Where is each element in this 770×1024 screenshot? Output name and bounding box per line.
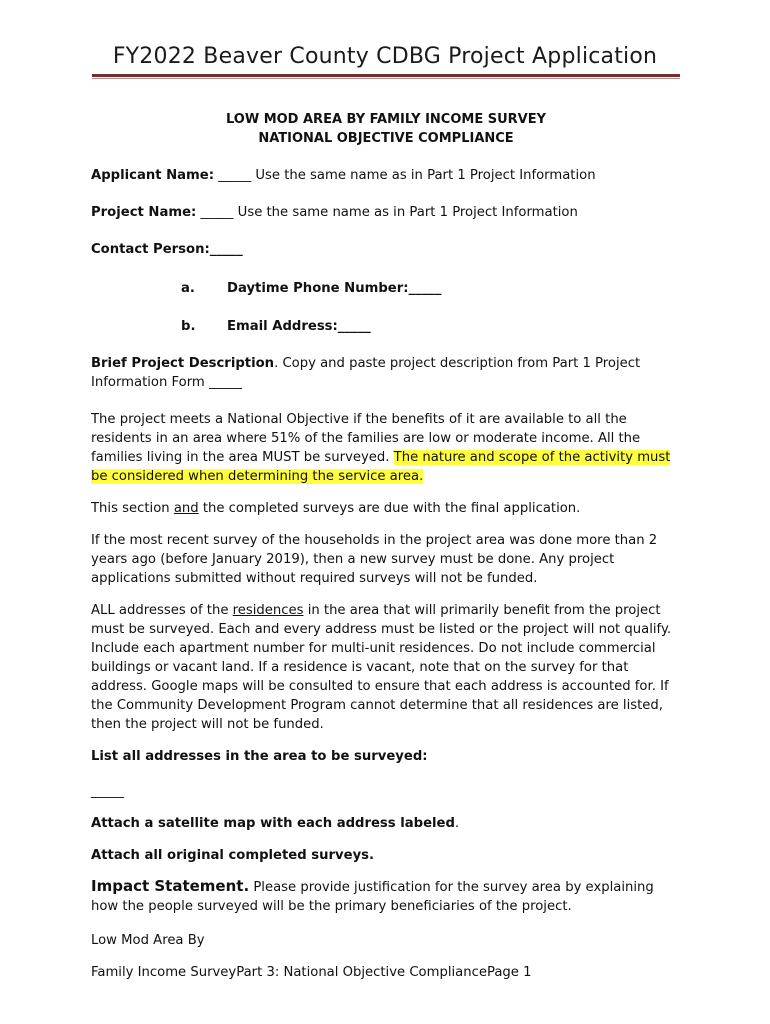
email-letter: b. <box>181 319 196 334</box>
residences-underline: residences <box>232 603 304 618</box>
footer-line-1: Low Mod Area By <box>91 933 205 948</box>
contact-person-line <box>91 240 681 259</box>
project-name-line <box>91 203 681 222</box>
header-rule-thin <box>92 78 680 79</box>
phone-field[interactable]: Daytime Phone Number:_____ <box>227 281 442 296</box>
document-body <box>91 110 681 982</box>
heading-line-2: NATIONAL OBJECTIVE COMPLIANCE <box>258 131 514 146</box>
applicant-name-note: Use the same name as in Part 1 Project Information <box>251 168 596 183</box>
list-addresses-instruction <box>91 747 681 766</box>
heading-line-1: LOW MOD AREA BY FAMILY INCOME SURVEY <box>225 112 547 127</box>
objective-text: The project meets a National Objective if the benefits of it are available to all the residents in an area where 51% of the families are low or moderate income. All the families living in the area MUST be surveyed. <box>91 412 641 465</box>
footer-line-2: Family Income SurveyPart 3: National Objective CompliancePage 1 <box>91 965 532 980</box>
email-row <box>91 317 681 336</box>
contact-person-label: Contact Person: <box>91 242 210 257</box>
project-name-note: Use the same name as in Part 1 Project Information <box>233 205 578 220</box>
due-underline: and <box>173 501 199 516</box>
applicant-name-blank[interactable]: _____ <box>214 168 252 183</box>
addresses-paragraph <box>91 601 681 734</box>
brief-description-text: . Copy and paste project description from Part 1 Project Information Form _____ <box>91 356 641 390</box>
header-rule <box>92 74 680 77</box>
due-text-pre: This section <box>91 501 174 516</box>
attach-map-label: Attach a satellite map with each address labeled <box>91 816 455 831</box>
national-objective-paragraph <box>91 410 681 486</box>
project-name-blank[interactable]: _____ <box>196 205 234 220</box>
impact-statement-label: Impact Statement. <box>91 877 250 895</box>
attach-map-instruction <box>91 814 681 833</box>
objective-highlight: The nature and scope of the activity must be considered when determining the service area. <box>91 450 671 484</box>
attach-map-period: . <box>454 816 460 831</box>
recent-survey-paragraph: If the most recent survey of the households in the project area was done more than 2 years ago (before January 2019), then a new survey must be done. Any project applications submitted without required surveys will not be funded. <box>91 533 658 586</box>
project-name-label: Project Name: <box>91 205 197 220</box>
impact-statement-text: Please provide justification for the survey area by explaining how the people surveyed will be the primary beneficiaries of the project. <box>91 880 654 914</box>
email-field[interactable]: Email Address:_____ <box>227 319 371 334</box>
impact-statement <box>91 877 681 916</box>
due-text-post: the completed surveys are due with the final application. <box>198 501 581 516</box>
attach-surveys-label: Attach all original completed surveys. <box>91 848 375 863</box>
phone-row <box>91 279 681 298</box>
attach-surveys-instruction <box>91 846 681 865</box>
addresses-blank[interactable]: _____ <box>91 784 124 799</box>
applicant-name-line <box>91 166 681 185</box>
due-paragraph <box>91 499 681 518</box>
brief-description-label: Brief Project Description <box>91 356 275 371</box>
applicant-name-label: Applicant Name: <box>91 168 215 183</box>
phone-letter: a. <box>181 281 195 296</box>
addresses-text-pre: ALL addresses of the <box>91 603 233 618</box>
brief-description <box>91 354 681 392</box>
addresses-text-post: in the area that will primarily benefit from the project must be surveyed. Each and every address must be listed or the project will not qualify. Include each apartment number for multi-unit residences. Do not include commercial buildings or vacant land. If a residence is vacant, note that on the survey for that address. Google maps will be consulted to ensure that each address is accounted for. If the Community Development Program cannot determine that all residences are listed, then the project will not be funded. <box>91 603 672 732</box>
section-heading <box>91 110 681 148</box>
page-title: FY2022 Beaver County CDBG Project Application <box>112 44 658 69</box>
contact-person-blank[interactable]: _____ <box>209 242 243 257</box>
list-addresses-label: List all addresses in the area to be surveyed: <box>91 749 428 764</box>
